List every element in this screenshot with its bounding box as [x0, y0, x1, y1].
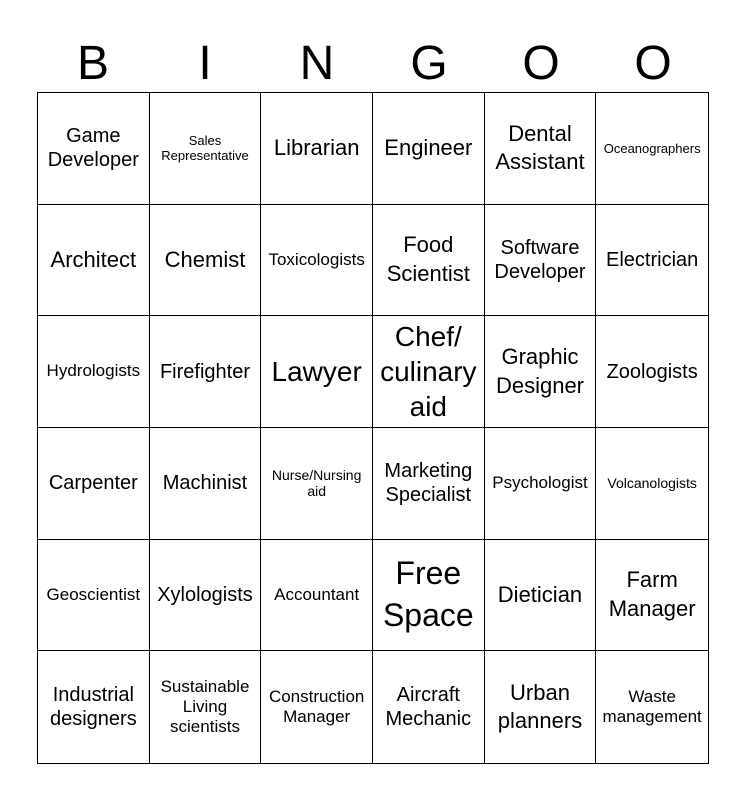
bingo-cell[interactable]: Machinist	[150, 428, 262, 540]
bingo-cell[interactable]: Graphic Designer	[485, 316, 597, 428]
bingo-cell[interactable]: Xylologists	[150, 540, 262, 652]
header-letter-g: G	[410, 37, 448, 90]
bingo-cell[interactable]: Sales Representative	[150, 93, 262, 205]
header-letter-n: N	[299, 37, 335, 90]
header-letter-o: O	[522, 37, 560, 90]
bingo-cell[interactable]: Lawyer	[261, 316, 373, 428]
bingo-cell[interactable]: Software Developer	[485, 205, 597, 317]
bingo-cell[interactable]: Volcanologists	[596, 428, 708, 540]
bingo-cell[interactable]: Dental Assistant	[485, 93, 597, 205]
bingo-cell[interactable]: Waste management	[602, 686, 702, 727]
bingo-cell[interactable]: Dietician	[485, 540, 597, 652]
bingo-cell[interactable]: Librarian	[261, 93, 373, 205]
bingo-cell[interactable]: Carpenter	[38, 428, 150, 540]
bingo-cell[interactable]: Chef/ culinary aid	[373, 316, 485, 428]
header-letter-o-2: O	[634, 37, 672, 90]
bingo-cell[interactable]: Farm Manager	[596, 540, 708, 652]
bingo-cell[interactable]: Oceanographers	[596, 93, 708, 205]
bingo-cell[interactable]: Free Space	[373, 540, 485, 652]
bingo-cell[interactable]: Firefighter	[150, 316, 262, 428]
bingo-cell[interactable]: Food Scientist	[373, 205, 485, 317]
bingo-header	[37, 36, 709, 92]
bingo-cell[interactable]: Industrial designers	[38, 651, 150, 763]
bingo-cell[interactable]: Psychologist	[485, 428, 597, 540]
bingo-cell[interactable]: Hydrologists	[38, 316, 150, 428]
bingo-cell[interactable]: Engineer	[373, 93, 485, 205]
bingo-cell[interactable]: Nurse/Nursing aid	[261, 428, 373, 540]
bingo-cell[interactable]: Aircraft Mechanic	[373, 651, 485, 763]
header-letter-i: I	[198, 37, 212, 90]
bingo-cell[interactable]: Zoologists	[596, 316, 708, 428]
bingo-cell[interactable]: Accountant	[261, 540, 373, 652]
bingo-cell[interactable]: Construction Manager	[261, 651, 373, 763]
bingo-cell[interactable]: Architect	[38, 205, 150, 317]
bingo-cell[interactable]: Game Developer	[38, 93, 150, 205]
bingo-cell[interactable]: Geoscientist	[38, 540, 150, 652]
bingo-cell[interactable]: Marketing Specialist	[373, 428, 485, 540]
bingo-cell[interactable]: Toxicologists	[261, 205, 373, 317]
header-letter-b: B	[76, 37, 109, 90]
bingo-cell[interactable]: Chemist	[150, 205, 262, 317]
bingo-cell[interactable]: Electrician	[596, 205, 708, 317]
bingo-cell[interactable]: Urban planners	[485, 651, 597, 763]
bingo-board	[37, 92, 709, 764]
bingo-cell[interactable]: Sustainable Living scientists	[150, 651, 262, 763]
